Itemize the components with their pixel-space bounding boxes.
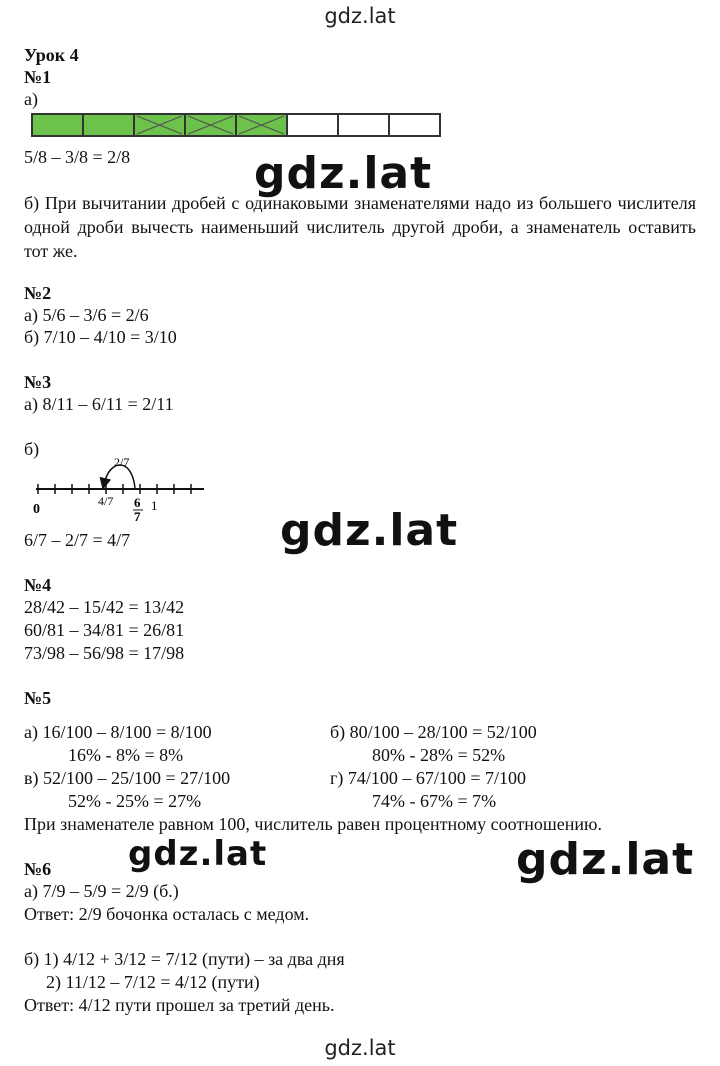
task2-label: №2 (24, 283, 52, 303)
task4-line-3: 73/98 – 56/98 = 17/98 (24, 643, 185, 663)
end-label-denominator: 7 (134, 509, 141, 524)
task4-label: №4 (24, 575, 52, 595)
task3-label: №3 (24, 372, 52, 392)
bar-cell-2 (83, 114, 134, 136)
watermark-overlay-4: gdz.lat (516, 834, 695, 885)
task2-line-b: б) 7/10 – 4/10 = 3/10 (24, 327, 177, 347)
task5-b-line: б) 80/100 – 28/100 = 52/100 (330, 722, 537, 742)
task3-equation: 6/7 – 2/7 = 4/7 (24, 530, 131, 550)
number-line (28, 450, 218, 530)
start-label: 4/7 (98, 494, 114, 508)
footer-watermark: gdz.lat (324, 1036, 396, 1060)
lesson-title: Урок 4 (24, 45, 79, 65)
task5-g-line: г) 74/100 – 67/100 = 7/100 (330, 768, 527, 788)
task1-label: №1 (24, 67, 52, 87)
task6-a-line: а) 7/9 – 5/9 = 2/9 (б.) (24, 881, 179, 901)
fraction-bar (30, 112, 444, 138)
bar-cell-7 (338, 114, 389, 136)
task3-a-line: а) 8/11 – 6/11 = 2/11 (24, 394, 174, 414)
task5-v-line: в) 52/100 – 25/100 = 27/100 (24, 768, 231, 788)
task5-v-pct: 52% - 25% = 27% (68, 791, 202, 811)
end-label-numerator: 6 (134, 495, 141, 510)
task5-b-pct: 80% - 28% = 52% (372, 745, 506, 765)
task6-b-line2: 2) 11/12 – 7/12 = 4/12 (пути) (46, 972, 260, 992)
task1-a-label: а) (24, 89, 38, 109)
watermark-overlay-1: gdz.lat (254, 148, 433, 199)
task2-line-a: а) 5/6 – 3/6 = 2/6 (24, 305, 149, 325)
arc-label: 2/7 (114, 455, 130, 469)
task5-label: №5 (24, 688, 52, 708)
task6-b-answer: Ответ: 4/12 пути прошел за третий день. (24, 995, 335, 1015)
task5-conclusion: При знаменателе равном 100, числитель равен процентному соотношению. (24, 814, 602, 834)
bar-cell-1 (32, 114, 83, 136)
task5-a-line: а) 16/100 – 8/100 = 8/100 (24, 722, 212, 742)
task6-label: №6 (24, 859, 52, 879)
task5-a-pct: 16% - 8% = 8% (68, 745, 184, 765)
task3-b-label: б) (24, 439, 40, 459)
watermark-overlay-2: gdz.lat (280, 505, 459, 556)
bar-cell-8 (389, 114, 440, 136)
task5-g-pct: 74% - 67% = 7% (372, 791, 497, 811)
task4-line-1: 28/42 – 15/42 = 13/42 (24, 597, 185, 617)
task1-equation: 5/8 – 3/8 = 2/8 (24, 147, 131, 167)
header-watermark: gdz.lat (324, 4, 396, 28)
one-label: 1 (151, 498, 158, 513)
task6-b-line1: б) 1) 4/12 + 3/12 = 7/12 (пути) – за два дня (24, 949, 345, 969)
watermark-overlay-3: gdz.lat (128, 834, 268, 874)
bar-cell-6 (287, 114, 338, 136)
task6-a-answer: Ответ: 2/9 бочонка осталась с медом. (24, 904, 310, 924)
zero-label: 0 (33, 502, 40, 517)
task4-line-2: 60/81 – 34/81 = 26/81 (24, 620, 185, 640)
task1-b-text: б) При вычитании дробей с одинаковыми знаменателями надо из большего числителя одной дроби вычесть наименьший числитель другой дроби, а знаменатель оставить тот же. (24, 193, 696, 261)
